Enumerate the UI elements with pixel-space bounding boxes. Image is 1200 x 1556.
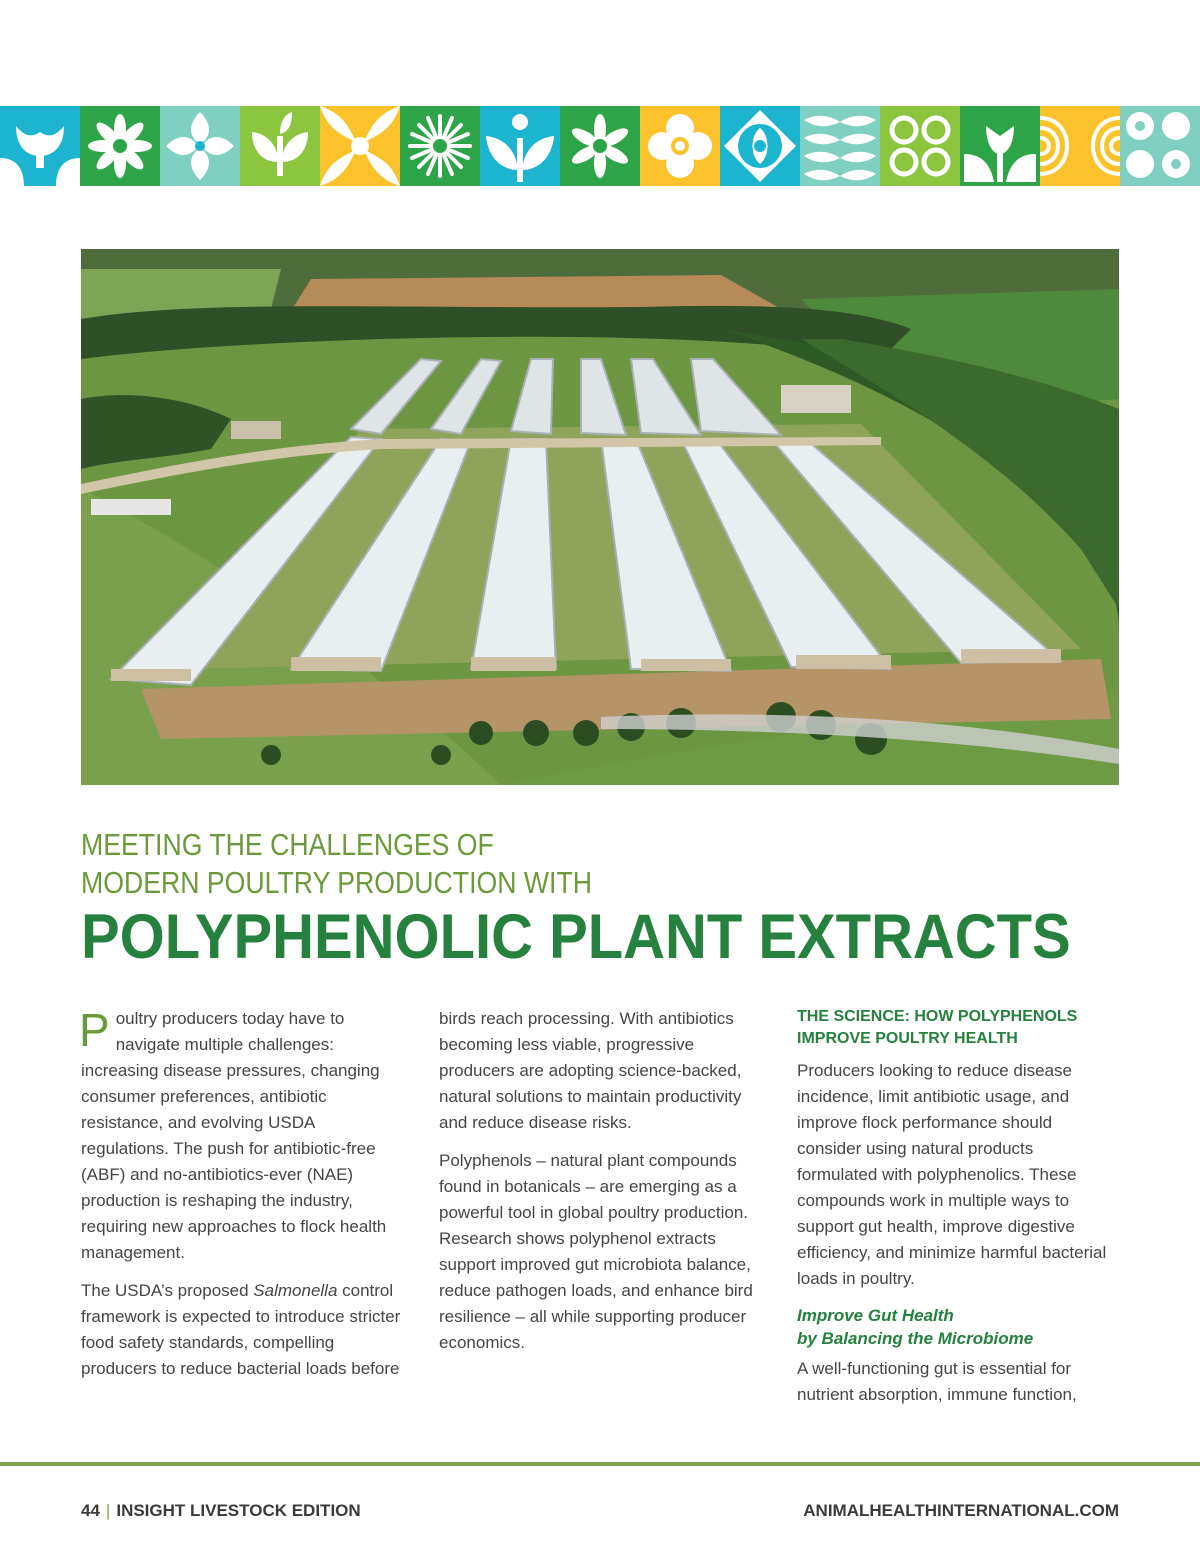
quatrefoil-icon — [640, 106, 720, 186]
kicker-line-1: MEETING THE CHALLENGES OF — [81, 827, 494, 862]
body-column-1 — [81, 1006, 401, 1394]
footer-website[interactable]: ANIMALHEALTHINTERNATIONAL.COM — [803, 1501, 1119, 1520]
sprout-icon — [240, 106, 320, 186]
science-subhead: THE SCIENCE: HOW POLYPHENOLS IMPROVE POULTRY HEALTH — [797, 1008, 1078, 1047]
drop-cap: P — [79, 1004, 110, 1056]
rainbow-arc-icon — [1040, 106, 1120, 186]
daisy-icon — [80, 106, 160, 186]
body-column-2 — [439, 1006, 759, 1368]
footer-rule — [0, 1462, 1200, 1466]
footer-separator: | — [105, 1501, 111, 1520]
gut-health-subhead-line-1: Improve Gut Health — [797, 1306, 954, 1325]
bud-icon — [960, 106, 1040, 186]
intro-paragraph — [81, 1006, 401, 1266]
clover-icon — [880, 106, 960, 186]
gut-health-subhead — [797, 1304, 1117, 1350]
decorative-pattern-strip — [0, 106, 1200, 186]
quatrefoil-icon — [320, 106, 400, 186]
salmonella-term: Salmonella — [253, 1281, 338, 1300]
eye-flower-icon — [720, 106, 800, 186]
processing-paragraph: birds reach processing. With antibiotics becoming less viable, progressive producers are adopting science-backed, natural solutions to maintain productivity and reduce disease risks. — [439, 1009, 742, 1132]
gut-health-subhead-line-2: by Balancing the Microbiome — [797, 1329, 1034, 1348]
footer-folio — [81, 1501, 361, 1521]
leaf-stack-icon — [800, 106, 880, 186]
science-paragraph: Producers looking to reduce disease incidence, limit antibiotic usage, and improve flock performance should consider using natural products formulated with polyphenolics. These compounds work in multiple ways to support gut health, improve digestive efficiency, and minimize harmful bacterial loads in poultry. — [797, 1061, 1107, 1288]
gut-paragraph: A well-functioning gut is essential for nutrient absorption, immune function, — [797, 1359, 1077, 1404]
polyphenols-paragraph: Polyphenols – natural plant compounds found in botanicals – are emerging as a powerful tool in global poultry production. Research shows polyphenol extracts support improved gut microbiota balance, reduce pathogen loads, and enhance bird resilience – all while supporting producer economics. — [439, 1151, 753, 1352]
salmonella-paragraph-rest: control framework is expected to introduce stricter food safety standards, compelling producers to reduce bacterial loads before — [81, 1281, 401, 1378]
daisy-icon — [560, 106, 640, 186]
publication-name: INSIGHT LIVESTOCK EDITION — [116, 1501, 361, 1520]
four-petal-icon — [160, 106, 240, 186]
kicker-line-2: MODERN POULTRY PRODUCTION WITH — [81, 865, 593, 900]
starburst-icon — [400, 106, 480, 186]
page-number: 44 — [81, 1501, 100, 1520]
salmonella-paragraph — [81, 1278, 401, 1382]
tulip-icon — [480, 106, 560, 186]
intro-paragraph-text: oultry producers today have to navigate multiple challenges: increasing disease pressures, changing consumer preferences, antibiotic resistance, and evolving USDA regulations. The push for antibiotic-free (ABF) and no-antibiotics-ever (NAE) production is reshaping the industry, requiring new approaches to flock health management. — [81, 1009, 387, 1262]
aerial-farm-photo — [81, 249, 1119, 785]
circles-icon — [1120, 106, 1200, 186]
article-kicker — [81, 826, 975, 902]
tulip-icon — [0, 106, 80, 186]
salmonella-paragraph-lead: The USDA’s proposed — [81, 1281, 254, 1300]
body-column-3 — [797, 1006, 1117, 1420]
article-title: POLYPHENOLIC PLANT EXTRACTS — [81, 902, 1071, 972]
